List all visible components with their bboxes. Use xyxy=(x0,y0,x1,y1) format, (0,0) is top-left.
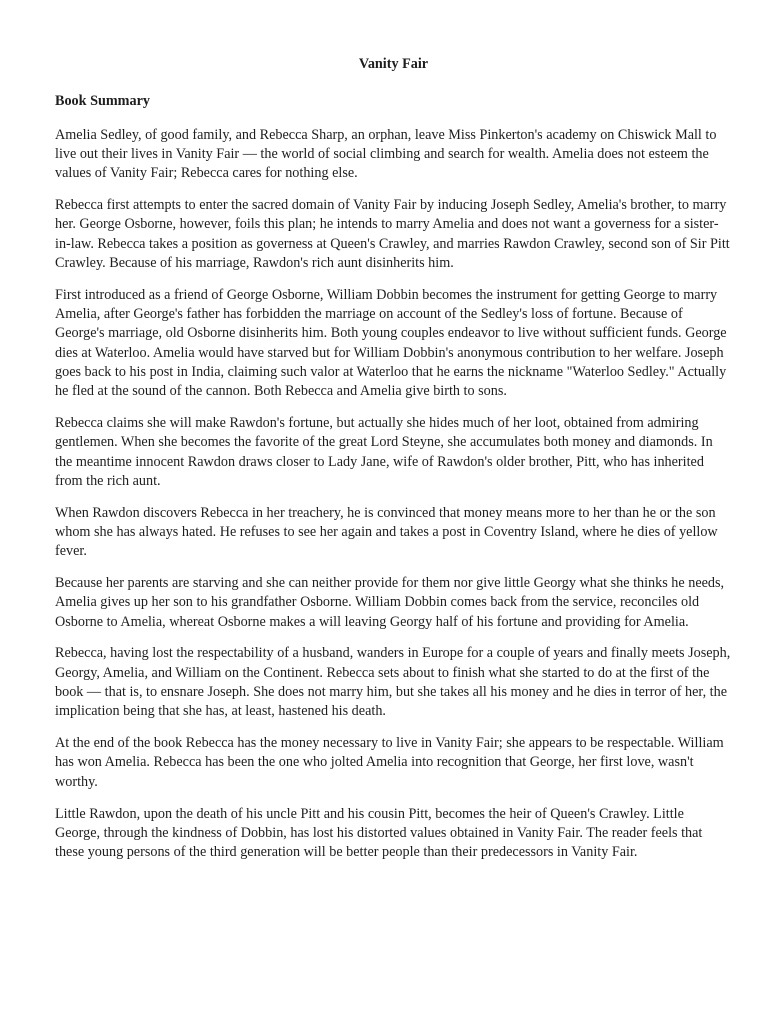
paragraph: Because her parents are starving and she can neither provide for them nor give little Georgy what she thinks he needs, Amelia gives up her son to his grandfather Osborne. William Dobbin comes back from the service, reconciles old Osborne to Amelia, whereat Osborne makes a will leaving Georgy half of his fortune and providing for Amelia. xyxy=(55,575,725,630)
paragraph: First introduced as a friend of George Osborne, William Dobbin becomes the instrument for getting George to marry Amelia, after George's father has forbidden the marriage on account of the Sedley's loss of fortune. Because of George's marriage, old Osborne disinherits him. Both young couples endeavor to live without sufficient funds. George dies at Waterloo. Amelia would have starved but for William Dobbin's anonymous contribution to her welfare. Joseph goes back to his post in India, claiming such valor at Waterloo that he earns the nickname "Waterloo Sedley." Actually he fled at the sound of the cannon. Both Rebecca and Amelia give birth to sons. xyxy=(55,286,727,400)
section-heading: Book Summary xyxy=(55,93,150,110)
paragraph: Little Rawdon, upon the death of his uncle Pitt and his cousin Pitt, becomes the heir of Queen's Crawley. Little George, through the kindness of Dobbin, has lost his distorted values obtained in Vanity Fair. The reader feels that these young persons of the third generation will be better people than their predecessors in Vanity Fair. xyxy=(55,805,703,861)
paragraph: Rebecca, having lost the respectability of a husband, wanders in Europe for a couple of years and finally meets Joseph, Georgy, Amelia, and William on the Continent. Rebecca sets about to finish what she started to do at the first of the book — that is, to ensnare Joseph. She does not marry him, but she takes all his money and he dies in terror of her, the implication being that she has, at least, hastened his death. xyxy=(55,645,731,720)
paragraph: Rebecca first attempts to enter the sacred domain of Vanity Fair by inducing Joseph Sedley, Amelia's brother, to marry her. George Osborne, however, foils this plan; he intends to marry Amelia and does not want a governess for a sister-in-law. Rebecca takes a position as governess at Queen's Crawley, and marries Rawdon Crawley, second son of Sir Pitt Crawley. Because of his marriage, Rawdon's rich aunt disinherits him. xyxy=(55,196,730,271)
paragraph: Amelia Sedley, of good family, and Rebecca Sharp, an orphan, leave Miss Pinkerton's academy on Chiswick Mall to live out their lives in Vanity Fair — the world of social climbing and search for wealth. Amelia does not esteem the values of Vanity Fair; Rebecca cares for nothing else. xyxy=(55,126,717,182)
paragraph: When Rawdon discovers Rebecca in her treachery, he is convinced that money means more to her than he or the son whom she has always hated. He refuses to see her again and takes a post in Coventry Island, where he dies of yellow fever. xyxy=(55,504,718,560)
paragraph: At the end of the book Rebecca has the money necessary to live in Vanity Fair; she appears to be respectable. William has won Amelia. Rebecca has been the one who jolted Amelia into recognition that George, her first love, wasn't worthy. xyxy=(55,735,724,790)
document-page xyxy=(55,55,732,875)
document-title: Vanity Fair xyxy=(358,56,429,72)
paragraph: Rebecca claims she will make Rawdon's fortune, but actually she hides much of her loot, obtained from admiring gentlemen. When she becomes the favorite of the great Lord Steyne, she accumulates both money and diamonds. In the meantime innocent Rawdon draws closer to Lady Jane, wife of Rawdon's older brother, Pitt, who has inherited from the rich aunt. xyxy=(55,414,713,489)
